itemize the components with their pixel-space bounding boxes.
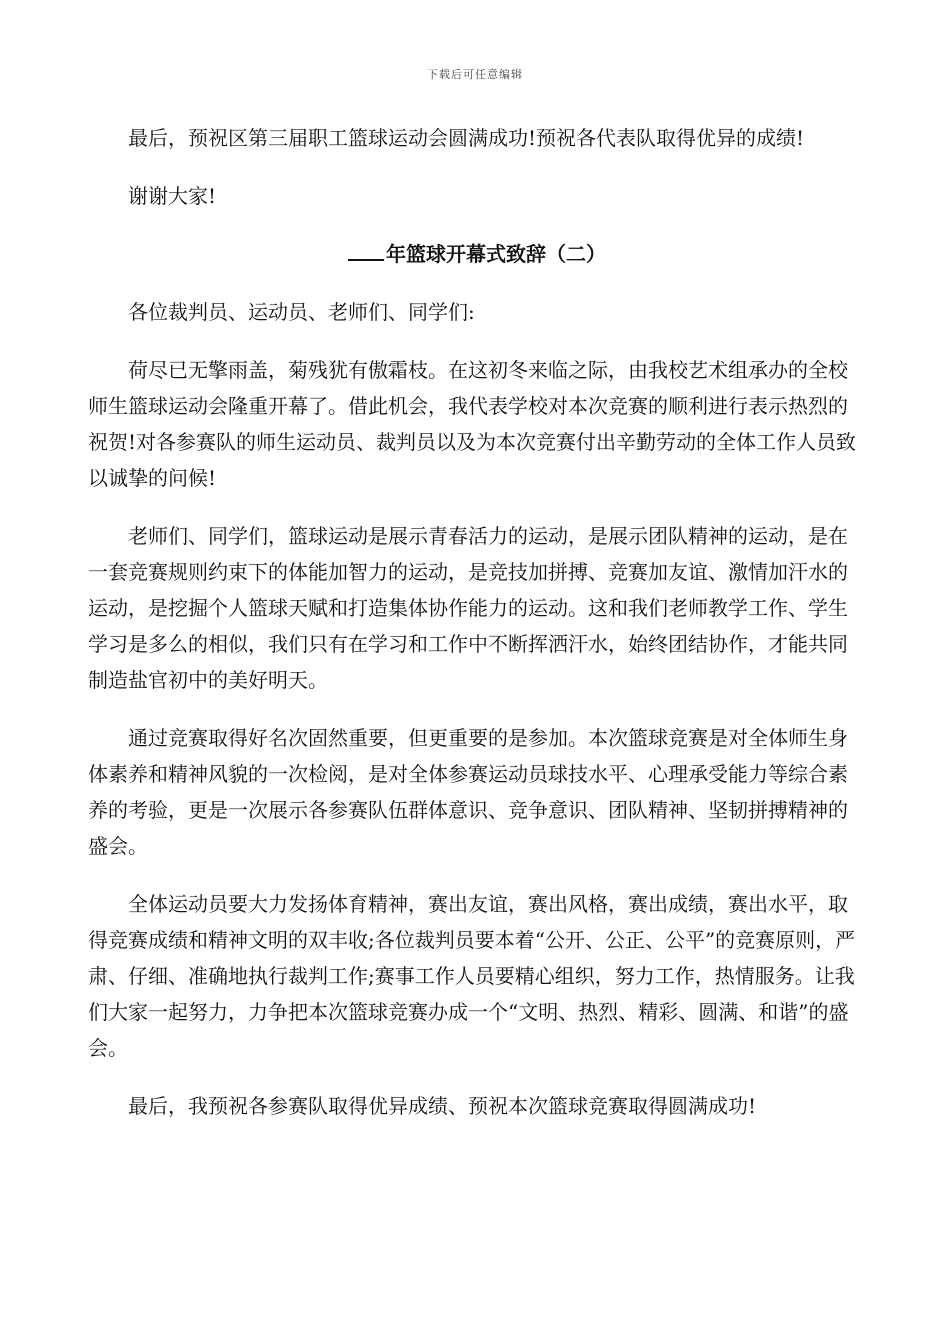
- body-paragraph: 通过竞赛取得好名次固然重要，但更重要的是参加。本次篮球竞赛是对全体师生身体素养和精神风貌的一次检阅，是对全体参赛运动员球技水平、心理承受能力等综合素养的考验，更是一次展示各参赛队伍群体意识、竞争意识、团队精神、坚韧拼搏精神的盛会。: [88, 726, 848, 858]
- closing-wish-paragraph: 最后，预祝区第三届职工篮球运动会圆满成功!预祝各代表队取得优异的成绩!: [128, 126, 805, 150]
- thanks-paragraph: 谢谢大家!: [128, 184, 217, 208]
- body-paragraph: 老师们、同学们，篮球运动是展示青春活力的运动，是展示团队精神的运动，是在一套竞赛规则约束下的体能加智力的运动，是竞技加拼搏、竞赛加友谊、激情加汗水的运动，是挖掘个人篮球天赋和打造集体协作能力的运动。这和我们老师教学工作、学生学习是多么的相似，我们只有在学习和工作中不断挥洒汗水，始终团结协作，才能共同制造盐官初中的美好明天。: [88, 524, 848, 692]
- section-title-text: 年篮球开幕式致辞（二）: [386, 242, 606, 266]
- section-title: [88, 236, 866, 272]
- page-header-note: 下载后可任意编辑: [427, 68, 523, 81]
- final-wish-paragraph: 最后，我预祝各参赛队取得优异成绩、预祝本次篮球竞赛取得圆满成功!: [128, 1094, 757, 1118]
- body-paragraph: 全体运动员要大力发扬体育精神，赛出友谊，赛出风格，赛出成绩，赛出水平，取得竞赛成绩和精神文明的双丰收;各位裁判员要本着“公开、公正、公平”的竞赛原则，严肃、仔细、准确地执行裁判工作;赛事工作人员要精心组织，努力工作，热情服务。让我们大家一起努力，力争把本次篮球竞赛办成一个“文明、热烈、精彩、圆满、和谐”的盛会。: [88, 892, 856, 1060]
- salutation-paragraph: 各位裁判员、运动员、老师们、同学们:: [128, 300, 475, 324]
- body-paragraph: 荷尽已无擎雨盖，菊残犹有傲霜枝。在这初冬来临之际，由我校艺术组承办的全校师生篮球运动会隆重开幕了。借此机会，我代表学校对本次竞赛的顺利进行表示热烈的祝贺!对各参赛队的师生运动员、裁判员以及为本次竞赛付出辛勤劳动的全体工作人员致以诚挚的问候!: [88, 358, 857, 490]
- document-body: [88, 120, 866, 1146]
- year-blank-line: [348, 239, 384, 261]
